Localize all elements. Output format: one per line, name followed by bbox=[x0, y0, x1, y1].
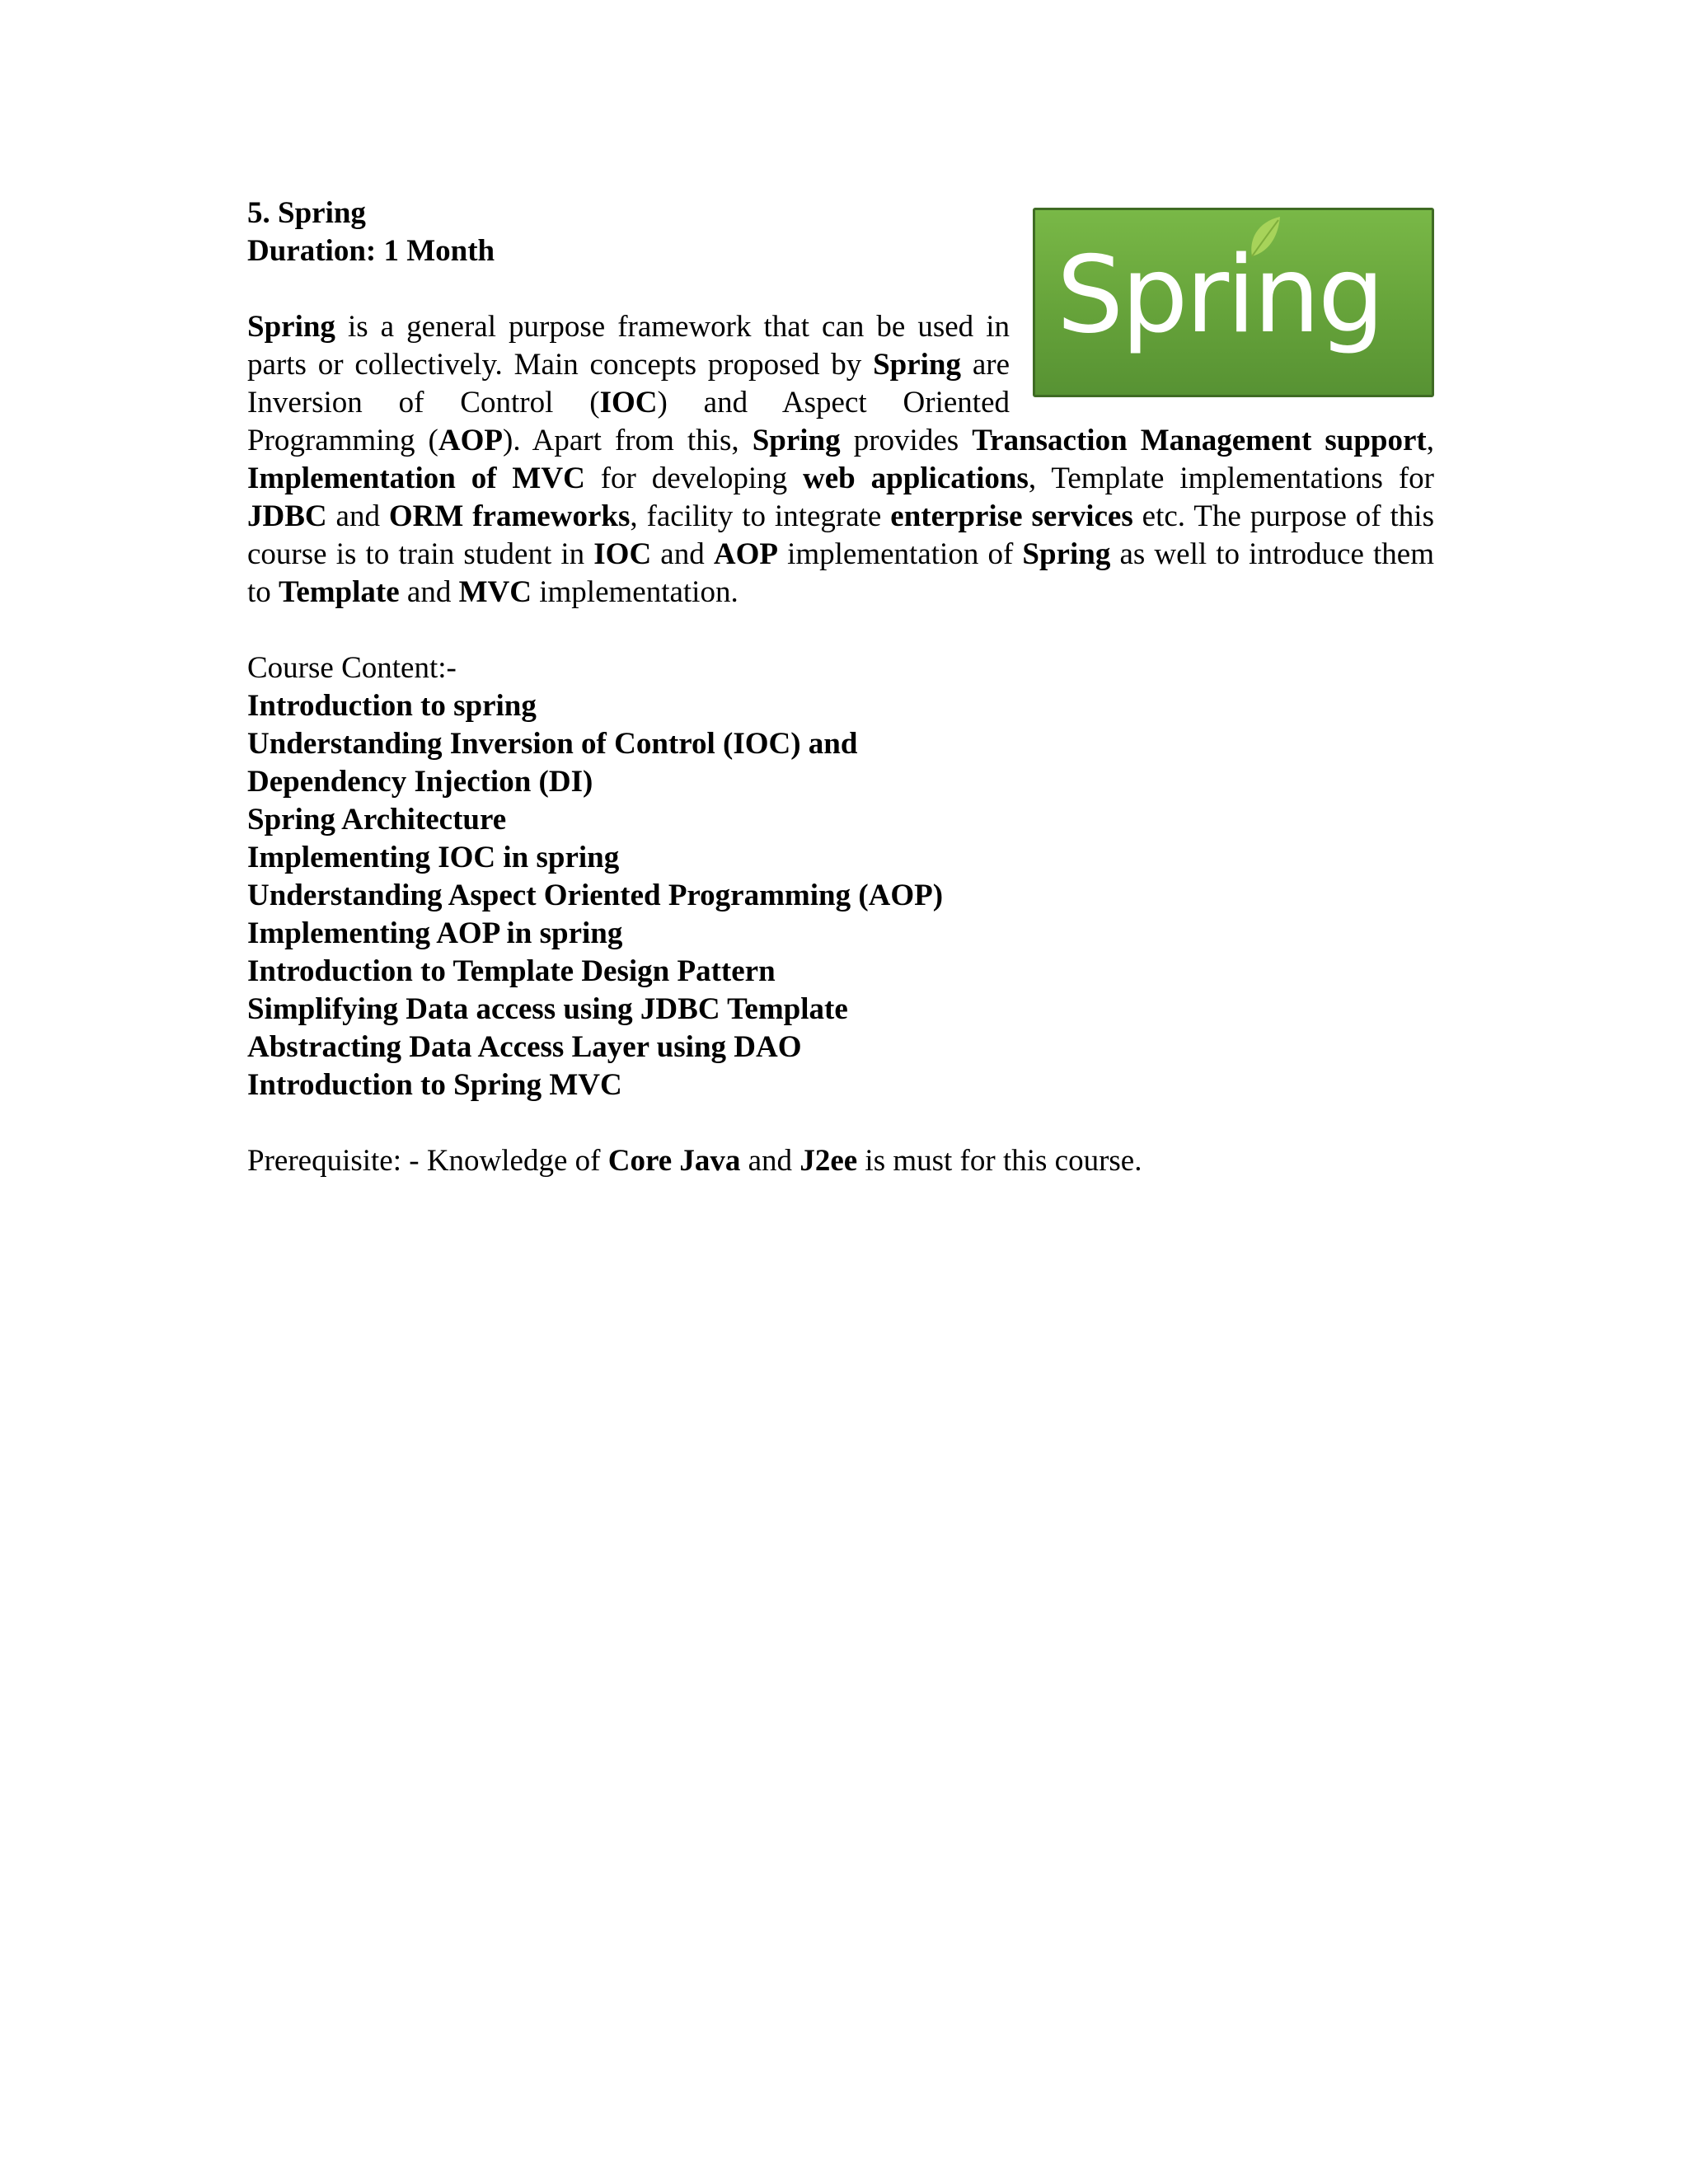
course-topic: Introduction to Spring MVC bbox=[247, 1068, 622, 1102]
course-topic: Dependency Injection (DI) bbox=[247, 765, 593, 799]
desc-term: AOP bbox=[438, 424, 503, 457]
course-content-label: Course Content:- bbox=[247, 651, 457, 685]
desc-text: ) and Aspect Oriented Programming ( bbox=[247, 386, 1010, 457]
desc-text: is a general purpose framework that can be used in parts or collectively. Main concepts proposed by bbox=[247, 310, 1010, 382]
document-page bbox=[247, 194, 1434, 1180]
desc-text: and bbox=[651, 537, 714, 571]
desc-text: ). Apart from this, bbox=[503, 424, 753, 457]
desc-term: MVC bbox=[458, 575, 532, 609]
course-topic: Spring Architecture bbox=[247, 803, 507, 837]
course-topic: Abstracting Data Access Layer using DAO bbox=[247, 1030, 802, 1064]
desc-text: and bbox=[326, 499, 389, 533]
logo-wordmark: Spring bbox=[1057, 234, 1383, 357]
desc-term: web applications bbox=[803, 462, 1029, 495]
desc-term: Spring bbox=[752, 424, 841, 457]
course-topic: Introduction to Template Design Pattern bbox=[247, 954, 776, 988]
desc-term: AOP bbox=[713, 537, 778, 571]
desc-text: for developing bbox=[584, 462, 804, 495]
desc-text: etc. The purpose of this course is to train student in bbox=[247, 499, 1434, 571]
prerequisite bbox=[247, 1142, 1434, 1180]
desc-term: ORM frameworks bbox=[388, 499, 631, 533]
desc-text: implementation of bbox=[777, 537, 1023, 571]
desc-text: , facility to integrate bbox=[630, 499, 891, 533]
desc-text: and bbox=[399, 575, 459, 609]
desc-text: implementation. bbox=[531, 575, 738, 609]
prereq-text: Prerequisite: - Knowledge of bbox=[247, 1144, 608, 1178]
desc-term: Spring bbox=[873, 348, 962, 382]
desc-term: IOC bbox=[593, 537, 652, 571]
desc-term: enterprise services bbox=[890, 499, 1133, 533]
desc-text: , Template implementations for bbox=[1028, 462, 1434, 495]
course-topic: Implementing IOC in spring bbox=[247, 841, 620, 874]
course-title: 5. Spring bbox=[247, 196, 366, 230]
prereq-term: J2ee bbox=[799, 1144, 858, 1178]
prereq-text: is must for this course. bbox=[857, 1144, 1142, 1178]
desc-term: IOC bbox=[599, 386, 658, 419]
desc-text: provides bbox=[840, 424, 973, 457]
course-topic: Understanding Inversion of Control (IOC) and bbox=[247, 727, 858, 761]
desc-term: Spring bbox=[1022, 537, 1111, 571]
prereq-text: and bbox=[740, 1144, 800, 1178]
desc-term: Spring bbox=[247, 310, 335, 344]
spring-logo bbox=[1033, 208, 1434, 397]
course-topic: Simplifying Data access using JDBC Template bbox=[247, 992, 848, 1026]
desc-term: Implementation of MVC bbox=[247, 462, 585, 495]
desc-text: , bbox=[1426, 424, 1434, 457]
course-topic: Implementing AOP in spring bbox=[247, 916, 623, 950]
desc-term: Transaction Management support bbox=[972, 424, 1427, 457]
desc-text: as well to introduce them to bbox=[247, 537, 1434, 609]
desc-term: Template bbox=[279, 575, 400, 609]
desc-term: JDBC bbox=[247, 499, 327, 533]
desc-text: are Inversion of Control ( bbox=[247, 348, 1010, 419]
course-topic: Introduction to spring bbox=[247, 689, 537, 723]
course-topic-list bbox=[247, 687, 1434, 1104]
prereq-term: Core Java bbox=[607, 1144, 741, 1178]
course-duration: Duration: 1 Month bbox=[247, 234, 495, 268]
course-topic: Understanding Aspect Oriented Programming (AOP) bbox=[247, 879, 944, 912]
